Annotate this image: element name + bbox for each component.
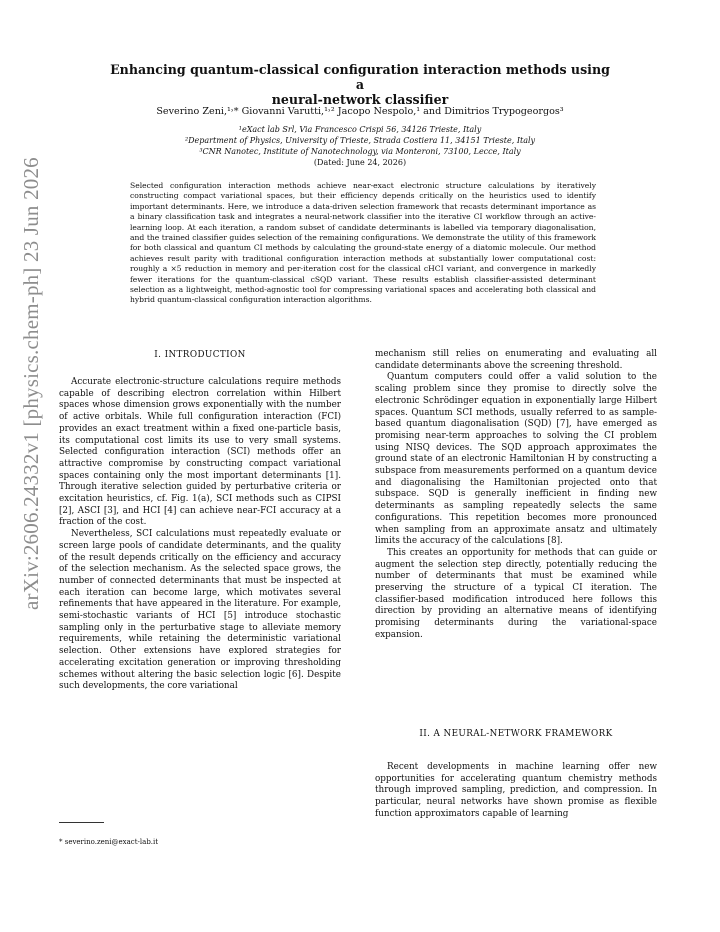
section-heading-introduction: I. INTRODUCTION <box>154 350 246 360</box>
affiliations <box>108 124 612 168</box>
intro-continuation: mechanism still relies on enumerating and evaluating all candidate determinants above the screening threshold. <box>375 349 657 371</box>
footnote-email: * severino.zeni@exact-lab.it <box>59 838 159 846</box>
section2-body <box>375 762 657 821</box>
footnote-rule <box>59 822 104 823</box>
affiliation-1: ¹eXact lab Srl, Via Francesco Crispi 56, 34126 Trieste, Italy <box>238 125 482 134</box>
section-heading-neural-network-framework: II. A NEURAL-NETWORK FRAMEWORK <box>419 729 613 739</box>
title-line-1: Enhancing quantum-classical configuration interaction methods using a <box>110 62 610 92</box>
abstract: Selected configuration interaction methods achieve near-exact electronic structure calculations by iteratively constructing compact variational spaces, but their efficiency depends critically on the heuristics used to identify important determinants. Here, we introduce a data-driven selection framework that recasts determinant importance as a binary classification task and integrates a neural-network classifier into the iterative CI workflow through an active-learning loop. At each iteration, a random subset of candidate determinants is labelled via temporary diagonalisation, and the trained classifier guides selection of the remaining configurations. We demonstrate the utility of this framework for both classical and quantum CI methods by calculating the ground-state energy of a diatomic molecule. Our method achieves result parity with traditional configuration interaction methods at substantially lower computational cost: roughly a ×5 reduction in memory and per-iteration cost for the classical cHCI variant, and convergence in markedly fewer iterations for the quantum-classical cSQD variant. These results establish classifier-assisted determinant selection as a lightweight, method-agnostic tool for compressing variational spaces and accelerating both classical and hybrid quantum-classical configuration interaction algorithms. <box>130 181 596 305</box>
author-list: Severino Zeni,¹˒* Giovanni Varutti,¹˒² Jacopo Nespolo,¹ and Dimitrios Trypogeorgos³ <box>156 106 564 117</box>
intro-paragraph-2: Nevertheless, SCI calculations must repeatedly evaluate or screen large pools of candidate determinants, and the quality of the result depends critically on the efficiency and accuracy of the selection mechanism. As the selected space grows, the number of connected determinants that must be inspected at each iteration can become large, which motivates several refinements that have appeared in the literature. For example, semi-stochastic variants of HCI [5] introduce stochastic sampling only in the perturbative stage to alleviate memory requirements, while retaining the deterministic variational selection. Other extensions have explored strategies for accelerating excitation generation or improving thresholding schemes without altering the basic selection logic [6]. Despite such developments, the core variational <box>59 529 341 692</box>
section2-paragraph-1: Recent developments in machine learning offer new opportunities for accelerating quantum chemistry methods through improved sampling, prediction, and compression. In particular, neural networks have shown promise as flexible function approximators capable of learning <box>375 762 657 819</box>
arxiv-identifier-stamp: arXiv:2606.24332v1 [physics.chem-ph] 23 Jun 2026 <box>19 157 43 610</box>
paper-title <box>108 62 612 107</box>
affiliation-2: ²Department of Physics, University of Trieste, Strada Costiera 11, 34151 Trieste, Italy <box>184 136 536 145</box>
affiliation-3: ³CNR Nanotec, Institute of Nanotechnology, via Monteroni, 73100, Lecce, Italy <box>199 147 521 156</box>
intro-paragraph-4: This creates an opportunity for methods that can guide or augment the selection step directly, potentially reducing the number of determinants that must be examined while preserving the structure of a typical CI iteration. The classifier-based modification introduced here follows this direction by providing an alternative means of identifying promising determinants during the variational-space expansion. <box>375 547 657 640</box>
intro-paragraph-1: Accurate electronic-structure calculations require methods capable of describing electron correlation within Hilbert spaces whose dimension grows exponentially with the number of active orbitals. While full configuration interaction (FCI) provides an exact treatment within a fixed one-particle basis, its computational cost limits its use to very small systems. Selected configuration interaction (SCI) methods offer an attractive compromise by constructing compact variational spaces containing only the most important determinants [1]. Through iterative selection guided by perturbative criteria or excitation heuristics, cf. Fig. 1(a), SCI methods such as CIPSI [2], ASCI [3], and HCI [4] can achieve near-FCI accuracy at a fraction of the cost. <box>59 377 341 528</box>
right-column <box>375 349 657 642</box>
dated-line: (Dated: June 24, 2026) <box>313 158 407 167</box>
left-column <box>59 377 341 693</box>
title-line-2: neural-network classifier <box>271 92 449 107</box>
intro-paragraph-3: Quantum computers could offer a valid solution to the scaling problem since they promise to directly solve the electronic Schrödinger equation in exponentially large Hilbert spaces. Quantum SCI methods, usually referred to as sample-based quantum diagonalisation (SQD) [7], have emerged as promising near-term approaches to solving the CI problem using NISQ devices. The SQD approach approximates the ground state of an electronic Hamiltonian H by constructing a subspace from measurements performed on a quantum device and diagonalising the Hamiltonian projected onto that subspace. SQD is generally inefficient in finding new determinants as sampling repeatedly selects the same configurations. This repetition becomes more pronounced when sampling from an approximate ansatz and ultimately limits the accuracy of the calculations [8]. <box>375 372 657 547</box>
